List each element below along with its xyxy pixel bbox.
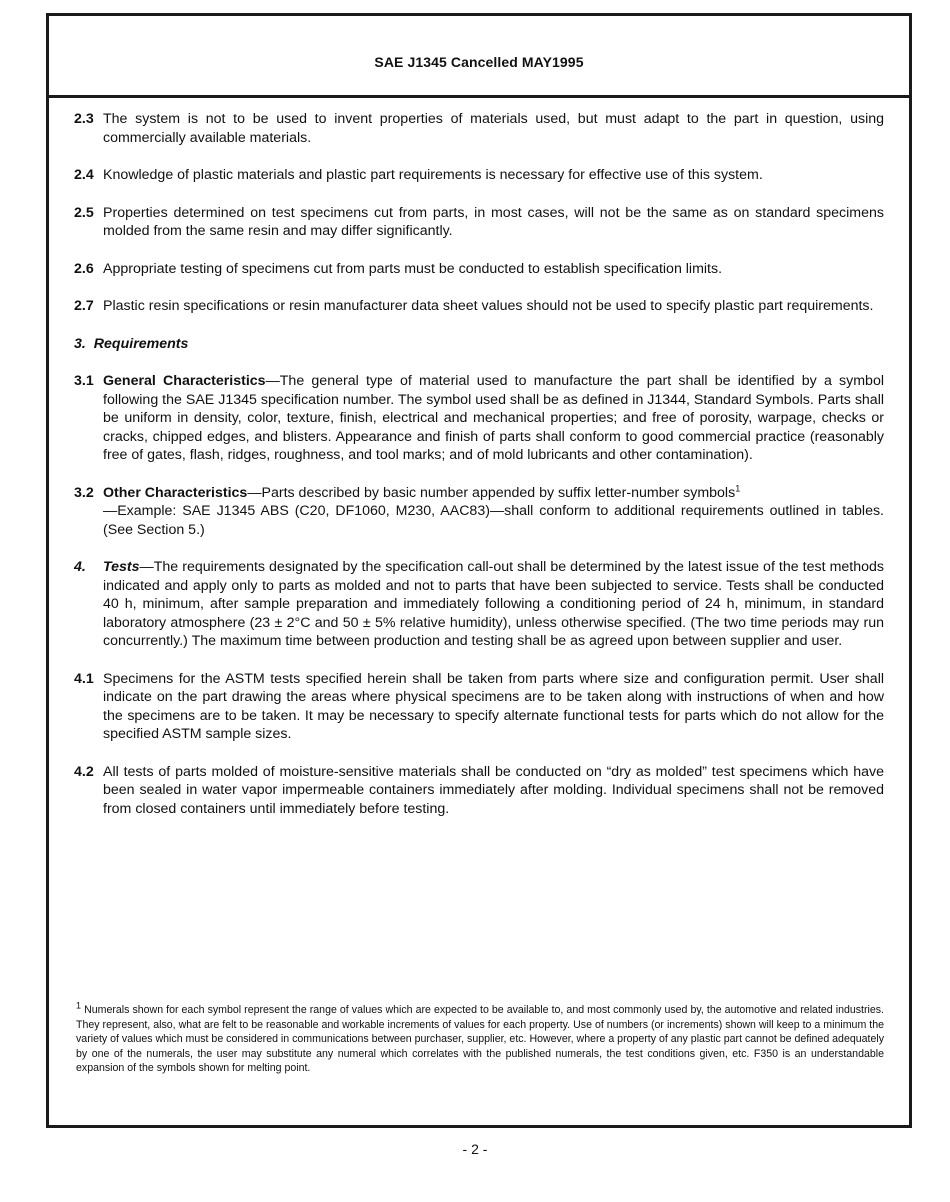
- footnote-text: Numerals shown for each symbol represent the range of values which are expected to be available to, and most commonly used by, the automotive and related industries. They represent, also, what are felt to be reasonable and workable increments of values for each property. Use of numbers (or increments) shown will keep to a minimum the variety of values which must be considered in communications between purchaser, supplier, etc. However, where a property of any plastic part cannot be defined adequately by one of the numerals, the user may substitute any numeral which correlates with the published numerals, the test conditions given, etc. F350 is an understandable expansion of the symbols shown for melting point.: [76, 1004, 884, 1075]
- section-number: 2.6: [74, 260, 94, 277]
- section-number: 3.1: [74, 373, 94, 389]
- section-2-5: [74, 204, 884, 241]
- section-text: —The general type of material used to manufacture the part shall be identified by a symbol following the SAE J1345 specification number. The symbol used shall be as defined in J1344, Standard Symbols. Parts shall be uniform in density, color, texture, finish, electrical and mechanical properties; and free of porosity, warpage, checks or cracks, chipped edges, and blisters. Appearance and finish of parts shall conform to good commercial practice (reasonably free of gates, flash, ridges, roughness, and tool marks; and of mold lubricants and other contamination).: [103, 373, 884, 463]
- section-4-2: [74, 763, 884, 819]
- section-number: 2.5: [74, 204, 94, 221]
- section-text: Properties determined on test specimens cut from parts, in most cases, will not be the same as on standard specimens molded from the same resin and may differ significantly.: [103, 204, 884, 239]
- section-4-1: [74, 670, 884, 744]
- section-text: Knowledge of plastic materials and plastic part requirements is necessary for effective use of this system.: [103, 167, 763, 183]
- section-number: 3.: [74, 335, 86, 352]
- section-title: Tests: [103, 559, 140, 575]
- section-title: General Characteristics: [103, 373, 266, 389]
- section-number: 4.2: [74, 763, 94, 780]
- section-text: —The requirements designated by the specification call-out shall be determined by the latest issue of the test methods indicated and apply only to parts as molded and not to parts that have been subjected to service. Tests shall be conducted 40 h, minimum, after sample preparation and immediately following a conditioning period of 24 h, minimum, in standard laboratory atmosphere (23 ± 2°C and 50 ± 5% relative humidity), unless otherwise specified. (The two time periods may run concurrently.) The maximum time between production and testing shall be as agreed upon between supplier and user.: [103, 559, 884, 649]
- section-text: —Parts described by basic number appended by suffix letter-number symbols: [247, 484, 736, 501]
- section-text: Appropriate testing of specimens cut from parts must be conducted to establish specification limits.: [103, 260, 723, 277]
- section-2-4: [74, 166, 884, 185]
- section-text: Specimens for the ASTM tests specified herein shall be taken from parts where size and configuration permit. User shall indicate on the part drawing the areas where physical specimens are to be taken along with instructions of when and how the specimens are to be taken. It may be necessary to specify alternate functional tests for parts which do not allow for the specified ASTM sample sizes.: [103, 670, 884, 742]
- section-4: [74, 558, 884, 651]
- section-text: The system is not to be used to invent properties of materials used, but must adapt to the part in question, using commercially available materials.: [103, 111, 884, 146]
- section-text: All tests of parts molded of moisture-sensitive materials shall be conducted on “dry as molded” test specimens which have been sealed in water vapor impermeable containers immediately after molding. Individual specimens shall not be removed from closed containers until immediately before testing.: [103, 763, 884, 817]
- section-2-6: [74, 260, 884, 279]
- section-2-7: [74, 297, 884, 316]
- section-3-2: [74, 484, 884, 540]
- footnote: [76, 1000, 884, 1076]
- page-header: [49, 16, 909, 98]
- section-number: 2.7: [74, 298, 94, 314]
- section-title: Requirements: [93, 335, 189, 352]
- section-3-1: [74, 372, 884, 465]
- section-3-heading: [74, 335, 884, 354]
- section-number: 2.3: [74, 111, 94, 127]
- section-number: 3.2: [74, 484, 94, 501]
- section-2-3: [74, 110, 884, 147]
- footnote-reference: 1: [735, 482, 741, 493]
- section-number: 4.1: [74, 670, 94, 687]
- document-body: [74, 110, 884, 837]
- document-title: SAE J1345 Cancelled MAY1995: [374, 53, 584, 70]
- page-number: - 2 -: [462, 1141, 488, 1157]
- footnote-mark: 1: [76, 1000, 82, 1011]
- section-text-continued: —Example: SAE J1345 ABS (C20, DF1060, M230, AAC83)—shall conform to additional requirements outlined in tables. (See Section 5.): [103, 503, 884, 538]
- section-title: Other Characteristics: [103, 484, 248, 501]
- section-number: 2.4: [74, 167, 94, 183]
- section-text: Plastic resin specifications or resin manufacturer data sheet values should not be used to specify plastic part requirements.: [103, 298, 874, 314]
- section-number: 4.: [74, 559, 86, 575]
